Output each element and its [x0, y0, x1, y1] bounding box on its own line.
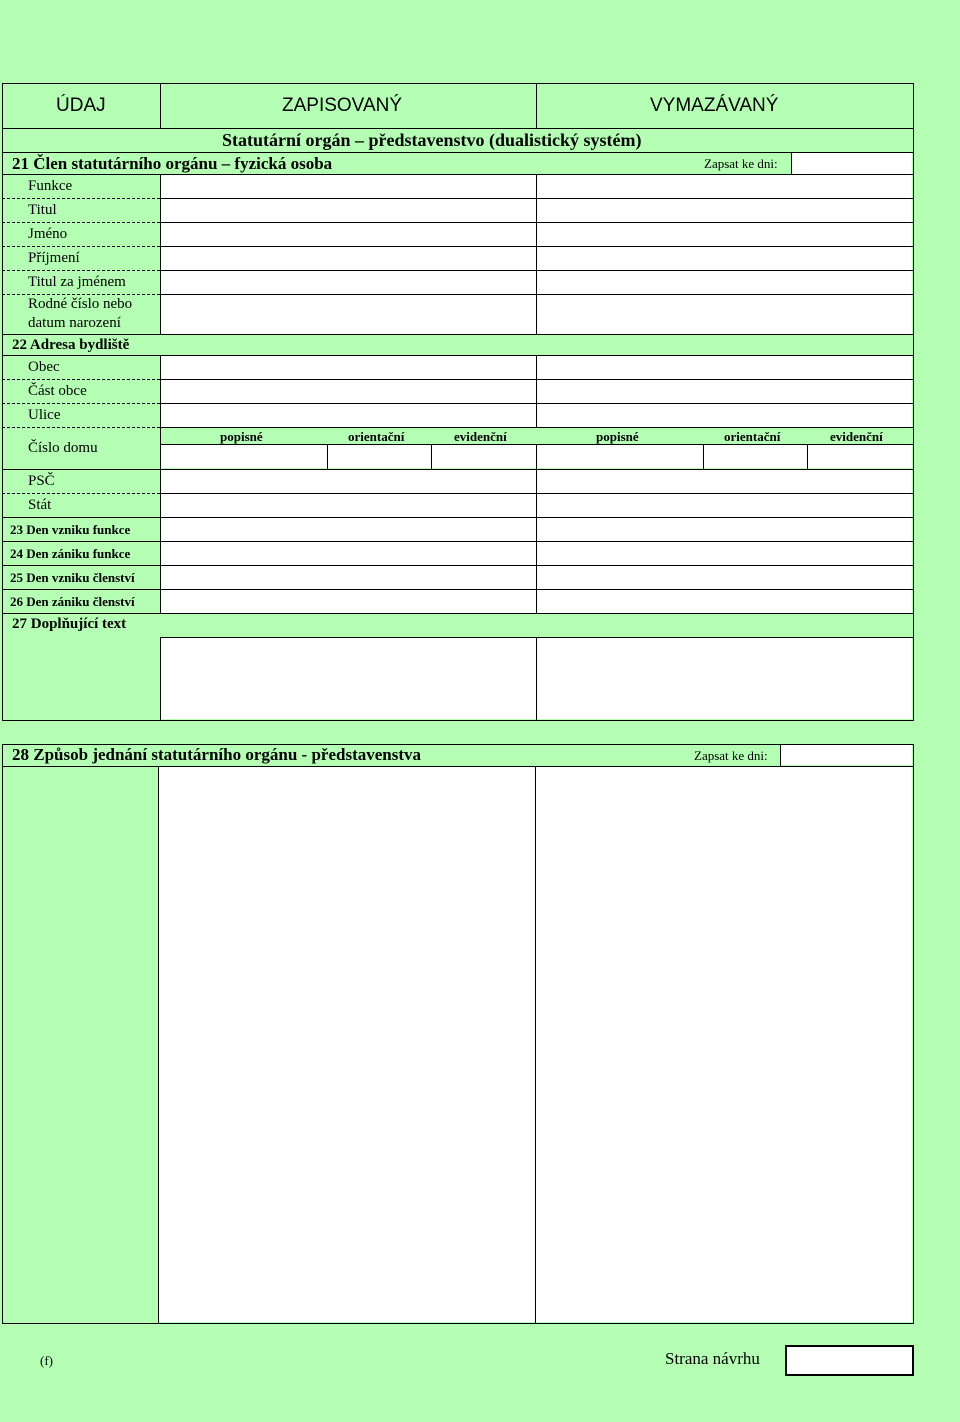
sub-header-popisne-old: popisné: [596, 429, 639, 444]
label-cast-obce: Část obce: [28, 383, 87, 399]
table-border: [2, 83, 914, 721]
form-table-28: [2, 744, 914, 1324]
label-obec: Obec: [28, 359, 60, 375]
label-rodne-cislo-2: datum narození: [28, 315, 121, 331]
label-rodne-cislo-1: Rodné číslo nebo: [28, 296, 133, 312]
sub-header-evidencni-old: evidenční: [830, 429, 883, 444]
label-stat: Stát: [28, 497, 52, 513]
item21-title: 21 Člen statutárního orgánu – fyzická osoba: [12, 154, 333, 173]
label-den-vzniku-funkce: 23 Den vzniku funkce: [10, 522, 131, 537]
label-ulice: Ulice: [28, 407, 61, 423]
label-funkce: Funkce: [28, 178, 73, 194]
label-titul-za: Titul za jménem: [28, 274, 126, 290]
item28-zapsat-label: Zapsat ke dni:: [694, 748, 768, 763]
sub-header-orientacni-new: orientační: [348, 429, 405, 444]
label-jmeno: Jméno: [28, 226, 68, 242]
table28-border: [2, 744, 914, 1324]
label-titul: Titul: [28, 202, 57, 218]
label-den-zaniku-funkce: 24 Den zániku funkce: [10, 546, 131, 561]
input-strana-navrhu[interactable]: [785, 1345, 914, 1376]
item28-title: 28 Způsob jednání statutárního orgánu - představenstva: [12, 745, 422, 764]
sub-header-evidencni-new: evidenční: [454, 429, 507, 444]
section-title: Statutární orgán – představenstvo (dualistický systém): [222, 130, 642, 150]
label-den-vzniku-clenstvi: 25 Den vzniku členství: [10, 570, 135, 585]
col-header-vymazavany: VYMAZÁVANÝ: [650, 95, 779, 116]
footer-strana-label: Strana návrhu: [665, 1349, 760, 1368]
col-header-zapisovany: ZAPISOVANÝ: [282, 95, 403, 116]
label-den-zaniku-clenstvi: 26 Den zániku členství: [10, 594, 135, 609]
label-doplnujici-text: 27 Doplňující text: [12, 616, 127, 632]
item21-zapsat-label: Zapsat ke dni:: [704, 156, 778, 171]
col-header-udaj: ÚDAJ: [56, 95, 106, 116]
footer-mark: (f): [40, 1353, 53, 1368]
item22-title: 22 Adresa bydliště: [12, 337, 130, 353]
sub-header-orientacni-old: orientační: [724, 429, 781, 444]
label-psc: PSČ: [28, 473, 55, 489]
label-prijmeni: Příjmení: [28, 250, 80, 266]
form-table-main: [2, 83, 914, 721]
label-cislo-domu: Číslo domu: [28, 440, 98, 456]
sub-header-popisne-new: popisné: [220, 429, 263, 444]
